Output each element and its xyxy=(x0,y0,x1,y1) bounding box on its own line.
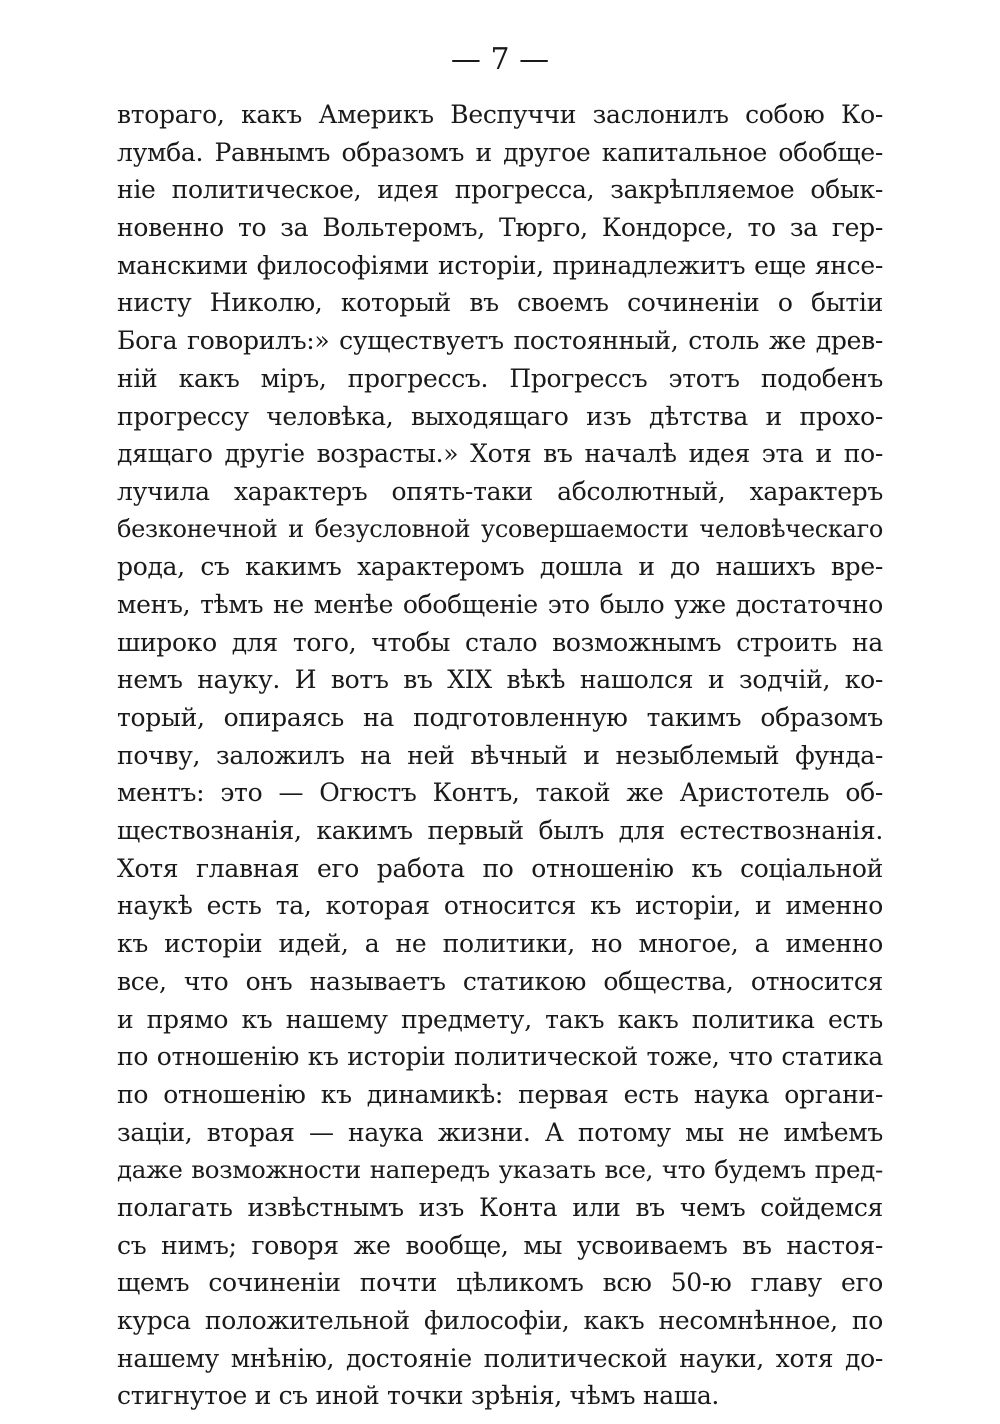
text-line: торый, опираясь на подготовленную такимъ образомъ xyxy=(117,703,883,732)
text-line: ніе политическое, идея прогресса, закрѣпляемое обык- xyxy=(117,175,883,205)
text-line: Бога говорилъ:» существуетъ постоянный, столь же древ- xyxy=(117,326,883,356)
page-body-text xyxy=(117,96,883,1415)
text-line: съ нимъ; говоря же вообще, мы усвоиваемъ въ настоя- xyxy=(117,1230,883,1260)
text-line: Хотя главная его работа по отношенію къ соціальной xyxy=(117,853,883,883)
text-line: къ исторіи идей, а не политики, но многое, а именно xyxy=(117,929,883,959)
text-line: втораго, какъ Америкъ Веспуччи заслонилъ собою Ко- xyxy=(117,100,883,129)
text-line: ній какъ міръ, прогрессъ. Прогрессъ этотъ подобенъ xyxy=(117,363,883,393)
text-line: даже возможности напередъ указать все, что будемъ пред- xyxy=(117,1155,883,1185)
text-line: дящаго другіе возрасты.» Хотя въ началѣ идея эта и по- xyxy=(117,439,883,469)
text-line: нисту Николю, который въ своемъ сочиненіи о бытіи xyxy=(117,288,883,318)
text-line: заціи, вторая — наука жизни. А потому мы не имѣемъ xyxy=(117,1117,883,1147)
text-line: манскими философіями исторіи, принадлежитъ еще янсе- xyxy=(117,250,883,280)
text-line: курса положительной философіи, какъ несомнѣнное, по xyxy=(117,1306,883,1335)
page-number-header: — 7 — xyxy=(450,42,550,77)
text-line: ментъ: это — Огюстъ Контъ, такой же Аристотель об- xyxy=(117,778,883,808)
text-line: менъ, тѣмъ не менѣе обобщеніе это было уже достаточно xyxy=(117,589,883,619)
text-line: полагать извѣстнымъ изъ Конта или въ чемъ сойдемся xyxy=(117,1192,883,1222)
text-line: стигнутое и съ иной точки зрѣнія, чѣмъ наша. xyxy=(117,1381,720,1411)
text-line: наукѣ есть та, которая относится къ исторіи, и именно xyxy=(117,891,883,921)
text-line: почву, заложилъ на ней вѣчный и незыблемый фунда- xyxy=(117,740,883,770)
text-line: лумба. Равнымъ образомъ и другое капитальное обобще- xyxy=(117,137,883,167)
text-line: широко для того, чтобы стало возможнымъ строить на xyxy=(117,627,883,657)
text-line: ществознанія, какимъ первый былъ для естествознанія. xyxy=(117,816,883,846)
text-line: по отношенію къ исторіи политической тоже, что статика xyxy=(117,1042,883,1072)
text-line: безконечной и безусловной усовершаемости человѣческаго xyxy=(117,514,883,543)
text-line: щемъ сочиненіи почти цѣликомъ всю 50-ю главу его xyxy=(117,1268,883,1298)
text-line: лучила характеръ опять-таки абсолютный, характеръ xyxy=(117,476,883,506)
text-line: рода, съ какимъ характеромъ дошла и до нашихъ вре- xyxy=(117,552,883,582)
text-line: по отношенію къ динамикѣ: первая есть наука органи- xyxy=(117,1079,883,1109)
text-line: все, что онъ называетъ статикою общества, относится xyxy=(117,966,883,996)
text-line: новенно то за Вольтеромъ, Тюрго, Кондорсе, то за гер- xyxy=(117,213,883,243)
text-line: и прямо къ нашему предмету, такъ какъ политика есть xyxy=(117,1004,883,1034)
text-line: немъ науку. И вотъ въ XIX вѣкѣ нашолся и зодчій, ко- xyxy=(117,665,883,695)
text-line: нашему мнѣнію, достояніе политической науки, хотя до- xyxy=(117,1343,883,1373)
text-line: прогрессу человѣка, выходящаго изъ дѣтства и прохо- xyxy=(117,401,883,431)
